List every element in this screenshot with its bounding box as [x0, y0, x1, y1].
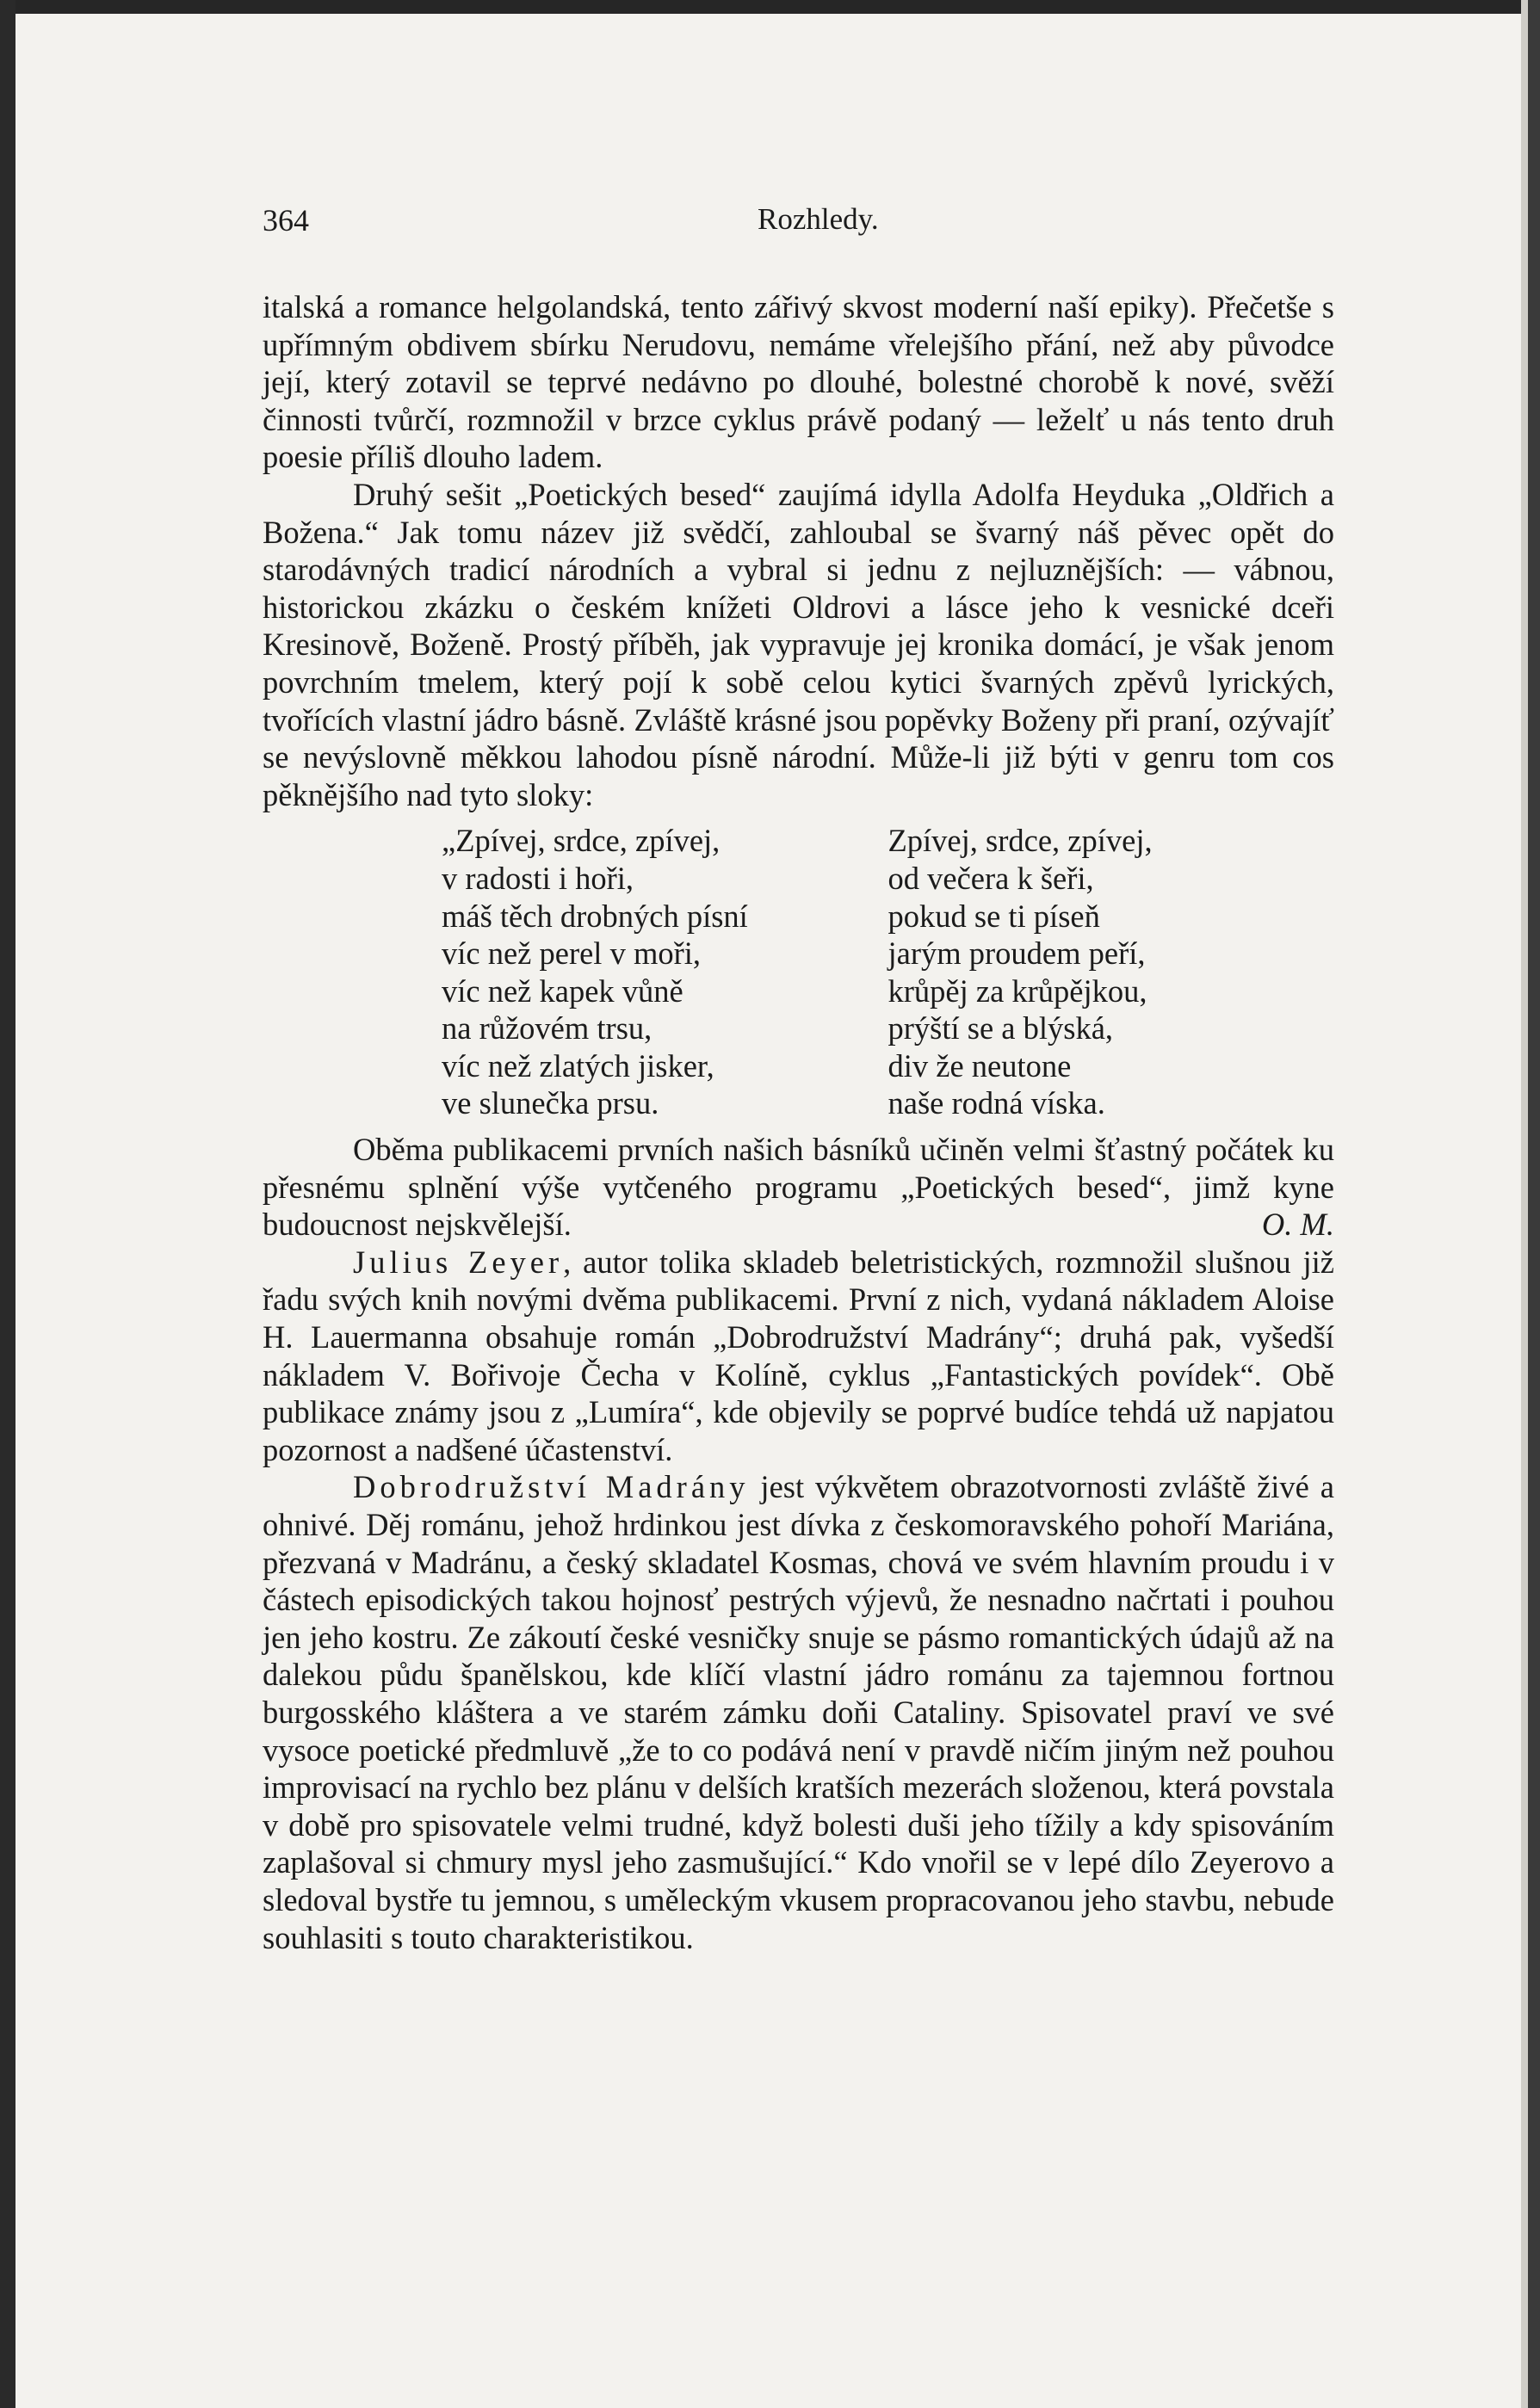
paragraph-5-text: jest výkvětem obrazotvornosti zvláště živé a ohnivé. Děj románu, jehož hrdinkou jest dívka z českomoravského pohoří Mariána, přezvaná v Madránu, a český skladatel Kosmas, chová ve svém hlavním proudu i v částech episodických takou hojnosť pestrých výjevů, že nesnadno načrtati i pouhou jen jeho kostru. Ze zákoutí české vesničky snuje se pásmo romantických údajů až na dalekou půdu španělskou, kde klíčí vlastní jádro románu za tajemnou fortnou burgosského kláštera a ve starém zámku doňi Cataliny. Spisovatel praví ve své vysoce poetické předmluvě „že to co podává není v pravdě ničím jiným než pouhou improvisací na rychlo bez plánu v delších kratších mezerách složenou, která povstala v době pro spisovatele velmi trudné, když bolesti duši jeho tížily a kdy spisováním zaplašoval si chmury mysl jeho zasmušující.“ Kdo vnořil se v lepé dílo Zeyerovo a sledoval bystře tu jemnou, s uměleckým vkusem propracovanou jeho stavbu, nebude souhlasiti s touto charakteristikou. [263, 1469, 1334, 1955]
poem-line: víc než perel v moři, [442, 935, 702, 972]
running-title: Rozhledy. [758, 202, 879, 236]
running-head [263, 194, 1334, 245]
page-body [263, 288, 1334, 1956]
paragraph-4 [263, 1244, 1334, 1469]
paragraph-4-text: , autor tolika skladeb beletristických, rozmnožil slušnou již řadu svých knih novými dvěma publikacemi. První z nich, vydaná nákladem Aloise H. Lauermanna obsahuje román „Dobrodružství Madrány“; druhá pak, vyšedší nákladem V. Bořivoje Čecha v Kolíně, cyklus „Fantastických povídek“. Obě publikace známy jsou z „Lumíra“, kde objevily se poprvé budíce tehdá už napjatou pozornost a nadšené účastenství. [263, 1244, 1334, 1467]
paragraph-1: italská a romance helgolandská, tento zářivý skvost moderní naší epiky). Přečetše s upřímným obdivem sbírku Nerudovu, nemáme vřelejšího přání, než aby původce její, který zotavil se teprvé nedávno po dlouhé, bolestné chorobě k nové, svěží činnosti tvůrčí, rozmnožil v brzce cyklus právě podaný — leželť u nás tento druh poesie příliš dlouho ladem. [263, 289, 1334, 475]
poem-line: na růžovém trsu, [442, 1010, 652, 1047]
author-name: Julius Zeyer [353, 1244, 564, 1280]
paragraph-5 [263, 1468, 1334, 1956]
poem-line: od večera k šeři, [888, 860, 1094, 896]
book-page [263, 194, 1334, 1955]
poem [442, 822, 1334, 1122]
page-number: 364 [263, 203, 309, 238]
poem-left-column [442, 822, 888, 1122]
paragraph-3-text: Oběma publikacemi prvních našich básníků učiněn velmi šťastný počátek ku přesnému splnění výše vytčeného programu „Poetických besed“, jimž kyne budoucnost nejskvělejší. [263, 1132, 1334, 1243]
scan-border-top [0, 0, 1540, 14]
poem-line: pokud se ti píseň [888, 898, 1100, 934]
poem-line: víc než zlatých jisker, [442, 1047, 714, 1084]
poem-right-column [888, 822, 1335, 1122]
poem-line: „Zpívej, srdce, zpívej, [442, 823, 721, 859]
paragraph-3 [263, 1131, 1334, 1244]
poem-line: víc než kapek vůně [442, 972, 683, 1009]
poem-line: v radosti i hoři, [442, 860, 634, 896]
paragraph-2: Druhý sešit „Poetických besed“ zaujímá idylla Adolfa Heyduka „Oldřich a Božena.“ Jak tomu název již svědčí, zahloubal se švarný náš pěvec opět do starodávných tradicí národních a vybral si jednu z nejluznějších: — vábnou, historickou zkázku o českém knížeti Oldrovi a lásce jeho k vesnické dceři Kresinově, Boženě. Prostý příběh, jak vypravuje jej kronika domácí, je však jenom povrchním tmelem, který pojí k sobě celou kytici švarných zpěvů lyrických, tvořících vlastní jádro básně. Zvláště krásné jsou popěvky Boženy při praní, ozývajíť se nevýslovně měkkou lahodou písně národní. Může-li již býti v genru tom cos pěknějšího nad tyto sloky: [263, 476, 1334, 812]
book-title: Dobrodružství Madrány [353, 1469, 750, 1505]
poem-line: naše rodná víska. [888, 1085, 1105, 1121]
author-signature: O. M. [1261, 1207, 1334, 1243]
poem-line: máš těch drobných písní [442, 898, 748, 934]
poem-line: ve slunečka prsu. [442, 1085, 659, 1121]
poem-line: krůpěj za krůpějkou, [888, 972, 1147, 1009]
scan-border-right-inner [1521, 0, 1528, 2408]
poem-line: prýští se a blýská, [888, 1010, 1114, 1047]
poem-line: jarým proudem peří, [888, 935, 1146, 972]
poem-line: div že neutone [888, 1047, 1072, 1084]
scan-border-left [0, 0, 15, 2408]
poem-line: Zpívej, srdce, zpívej, [888, 823, 1153, 859]
scan-border-right [1528, 0, 1540, 2408]
